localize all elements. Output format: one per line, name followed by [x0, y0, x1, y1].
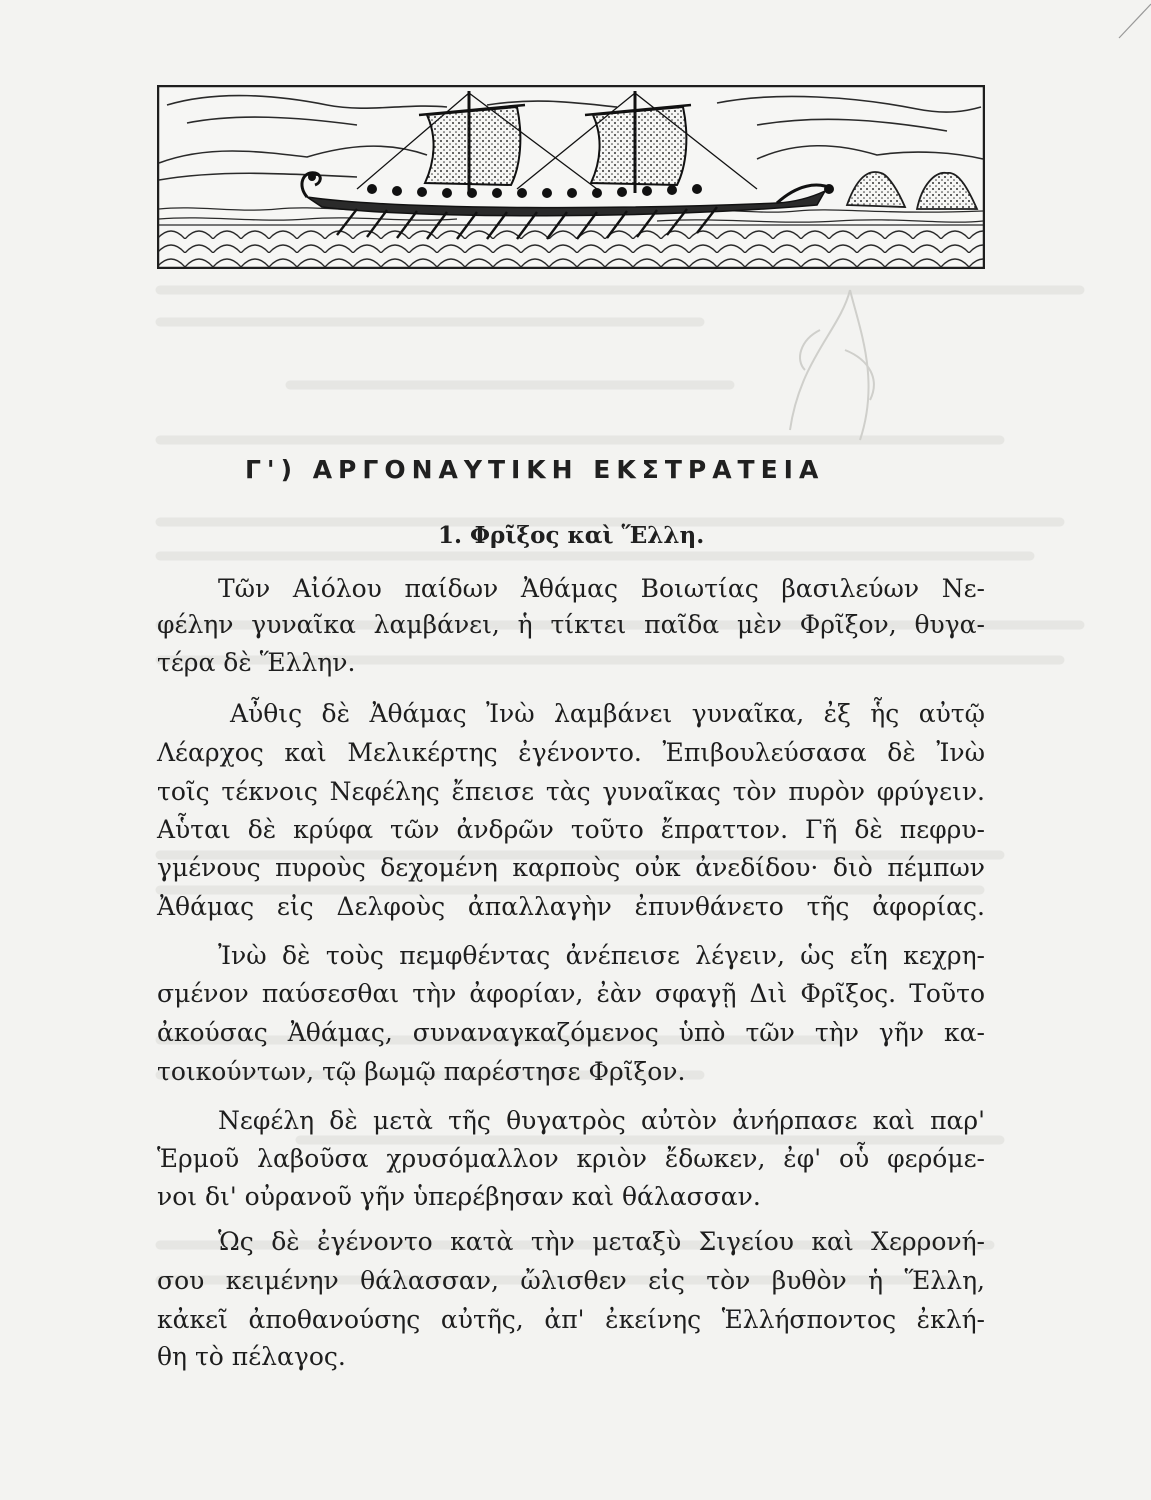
- ship-illustration: [157, 85, 985, 269]
- body-line-3: τέρα δὲ Ἕλλην.: [157, 648, 356, 677]
- body-line-16: νοι δι' οὐρανοῦ γῆν ὑπερέβησαν καὶ θάλασσαν.: [157, 1182, 761, 1211]
- body-line-8: γμένους πυροὺς δεχομένη καρποὺς οὐκ ἀνεδίδου· διὸ πέμπων: [157, 853, 985, 882]
- body-line-19: κἀκεῖ ἀποθανούσης αὐτῆς, ἀπ' ἐκείνης Ἑλλήσποντος ἐκλή-: [157, 1305, 985, 1334]
- body-line-4: Αὖθις δὲ Ἀθάμας Ἰνὼ λαμβάνει γυναῖκα, ἐξ ἧς αὐτῷ: [230, 699, 985, 728]
- body-line-6: τοῖς τέκνοις Νεφέλης ἔπεισε τὰς γυναῖκας τὸν πυρὸν φρύγειν.: [157, 777, 985, 806]
- chapter-title: Γ') ΑΡΓΟΝΑΥΤΙΚΗ ΕΚΣΤΡΑΤΕΙΑ: [245, 455, 825, 484]
- body-line-1: Τῶν Αἰόλου παίδων Ἀθάμας Βοιωτίας βασιλεύων Νε-: [218, 574, 985, 603]
- body-line-7: Αὗται δὲ κρύφα τῶν ἀνδρῶν τοῦτο ἔπραττον. Γῆ δὲ πεφρυ-: [157, 815, 985, 844]
- body-line-13: τοικούντων, τῷ βωμῷ παρέστησε Φρῖξον.: [157, 1057, 686, 1086]
- body-line-20: θη τὸ πέλαγος.: [157, 1342, 346, 1371]
- section-title: 1. Φρῖξος καὶ Ἕλλη.: [438, 522, 705, 549]
- corner-mark: [1111, 0, 1151, 40]
- body-line-2: φέλην γυναῖκα λαμβάνει, ἡ τίκτει παῖδα μὲν Φρῖξον, θυγα-: [157, 610, 985, 639]
- body-line-5: Λέαρχος καὶ Μελικέρτης ἐγένοντο. Ἐπιβουλεύσασα δὲ Ἰνὼ: [157, 738, 985, 767]
- body-line-10: Ἰνὼ δὲ τοὺς πεμφθέντας ἀνέπεισε λέγειν, ὡς εἴη κεχρη-: [218, 941, 985, 970]
- body-line-14: Νεφέλη δὲ μετὰ τῆς θυγατρὸς αὐτὸν ἀνήρπασε καὶ παρ': [218, 1106, 985, 1135]
- body-line-15: Ἑρμοῦ λαβοῦσα χρυσόμαλλον κριὸν ἔδωκεν, ἐφ' οὗ φερόμε-: [157, 1144, 985, 1173]
- body-line-11: σμένον παύσεσθαι τὴν ἀφορίαν, ἐὰν σφαγῇ Διὶ Φρῖξος. Τοῦτο: [157, 979, 985, 1008]
- body-line-18: σου κειμένην θάλασσαν, ὤλισθεν εἰς τὸν βυθὸν ἡ Ἕλλη,: [157, 1266, 985, 1295]
- body-line-17: Ὡς δὲ ἐγένοντο κατὰ τὴν μεταξὺ Σιγείου καὶ Χερρονή-: [218, 1227, 985, 1256]
- body-line-9: Ἀθάμας εἰς Δελφοὺς ἀπαλλαγὴν ἐπυνθάνετο τῆς ἀφορίας.: [157, 892, 985, 921]
- body-line-12: ἀκούσας Ἀθάμας, συναναγκαζόμενος ὑπὸ τῶν τὴν γῆν κα-: [157, 1018, 985, 1047]
